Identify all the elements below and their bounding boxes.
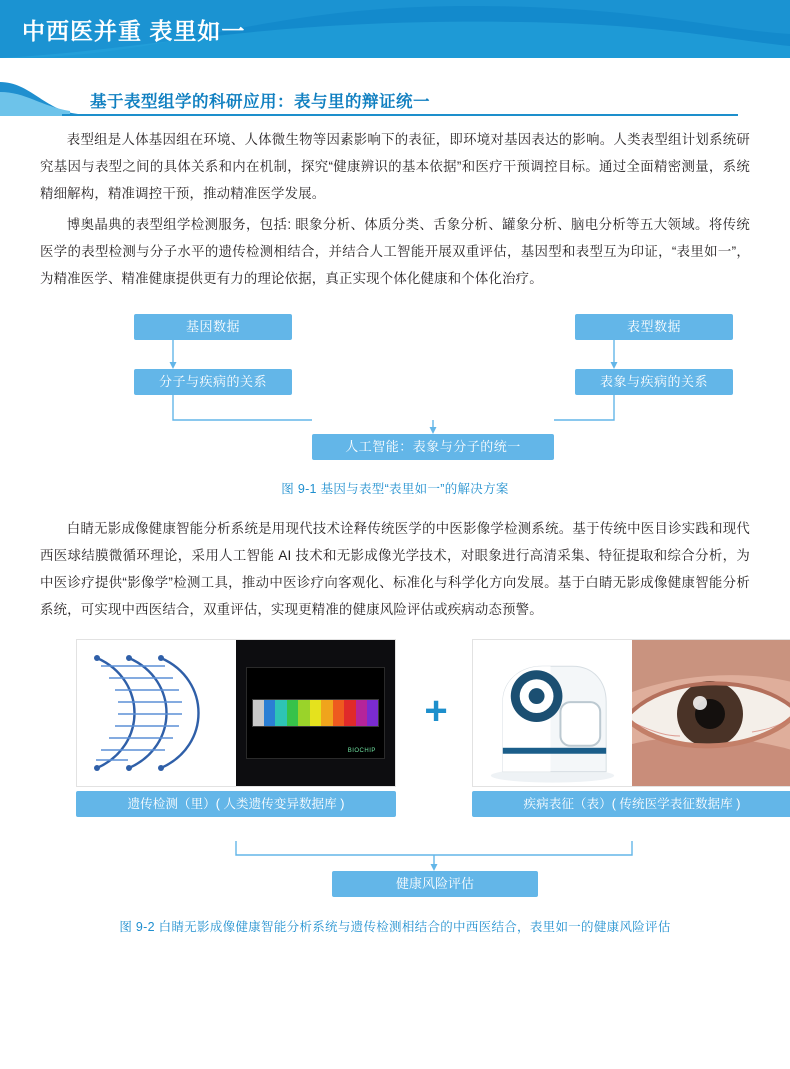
paragraph-1: 表型组是人体基因组在环境、人体微生物等因素影响下的表征，即环境对基因表达的影响。人类表型组计划系统研究基因与表型之间的具体关系和内在机制，探究“健康辨识的基本依据”和医疗干预调控目标。通过全面精密测量，系统精细解构，精准调控干预，推动精准医学发展。	[40, 132, 750, 201]
section-heading	[0, 80, 790, 126]
eye-photo-icon	[632, 640, 790, 786]
dna-helix-illustration	[77, 640, 236, 786]
flow-diagram-genotype-phenotype	[40, 306, 750, 471]
caption-disease-phenotype: 疾病表征（表）( 传统医学表征数据库 )	[472, 791, 790, 817]
page-title: 中西医并重 表里如一	[22, 17, 246, 44]
node-health-risk-assessment: 健康风险评估	[332, 871, 538, 897]
imaging-device-illustration	[473, 640, 632, 786]
node-molecule-disease: 分子与疾病的关系	[134, 369, 292, 395]
flow-diagram-risk	[40, 841, 750, 903]
panel-disease-phenotype	[472, 639, 790, 787]
page-header	[0, 0, 790, 58]
paragraph-3: 白睛无影成像健康智能分析系统是用现代技术诠释传统医学的中医影像学检测系统。基于传统中医目诊实践和现代西医球结膜微循环理论，采用人工智能 AI 技术和无影成像光学技术，对眼象进行高清采集、特征提取和综合分析，为中医诊疗提供“影像学”检测工具，推动中医诊疗向客观化、标准化与科学化方向发展。基于白睛无影成像健康智能分析系统，可实现中西医结合，双重评估，实现更精准的健康风险评估或疾病动态预警。	[40, 521, 750, 617]
node-ai-unity: 人工智能：表象与分子的统一	[312, 434, 554, 460]
chip-body	[246, 667, 385, 760]
section-title: 基于表型组学的科研应用：表与里的辩证统一	[90, 93, 430, 111]
node-gene-data: 基因数据	[134, 314, 292, 340]
chip-color-strip	[252, 699, 380, 727]
paragraph-2: 博奥晶典的表型组学检测服务，包括: 眼象分析、体质分类、舌象分析、罐象分析、脑电分析等五大领域。将传统医学的表型检测与分子水平的遗传检测相结合，并结合人工智能开展双重评估，基因型和表型互为印证，“表里如一”，为精准医学、精准健康提供更有力的理论依据，真正实现个体化健康和个体化治疗。	[40, 217, 750, 286]
document-body	[0, 126, 790, 935]
chip-label: BIOCHIP	[347, 748, 376, 755]
biochip-illustration	[236, 640, 395, 786]
plus-icon: +	[424, 689, 448, 733]
eye-imaging-device-icon	[473, 640, 632, 786]
panel-genetic-testing	[76, 639, 396, 787]
figure-2-image-row	[40, 639, 750, 839]
caption-genetic-testing: 遗传检测（里）( 人类遗传变异数据库 )	[76, 791, 396, 817]
figure-2-caption: 图 9-2 白睛无影成像健康智能分析系统与遗传检测相结合的中西医结合，表里如一的健康风险评估	[119, 920, 671, 934]
node-phenotype-data: 表型数据	[575, 314, 733, 340]
dna-icon	[77, 640, 236, 786]
node-appearance-disease: 表象与疾病的关系	[575, 369, 733, 395]
section-underline	[62, 114, 738, 116]
eye-photo-illustration	[632, 640, 790, 786]
figure-1-caption: 图 9-1 基因与表型“表里如一”的解决方案	[281, 482, 509, 496]
